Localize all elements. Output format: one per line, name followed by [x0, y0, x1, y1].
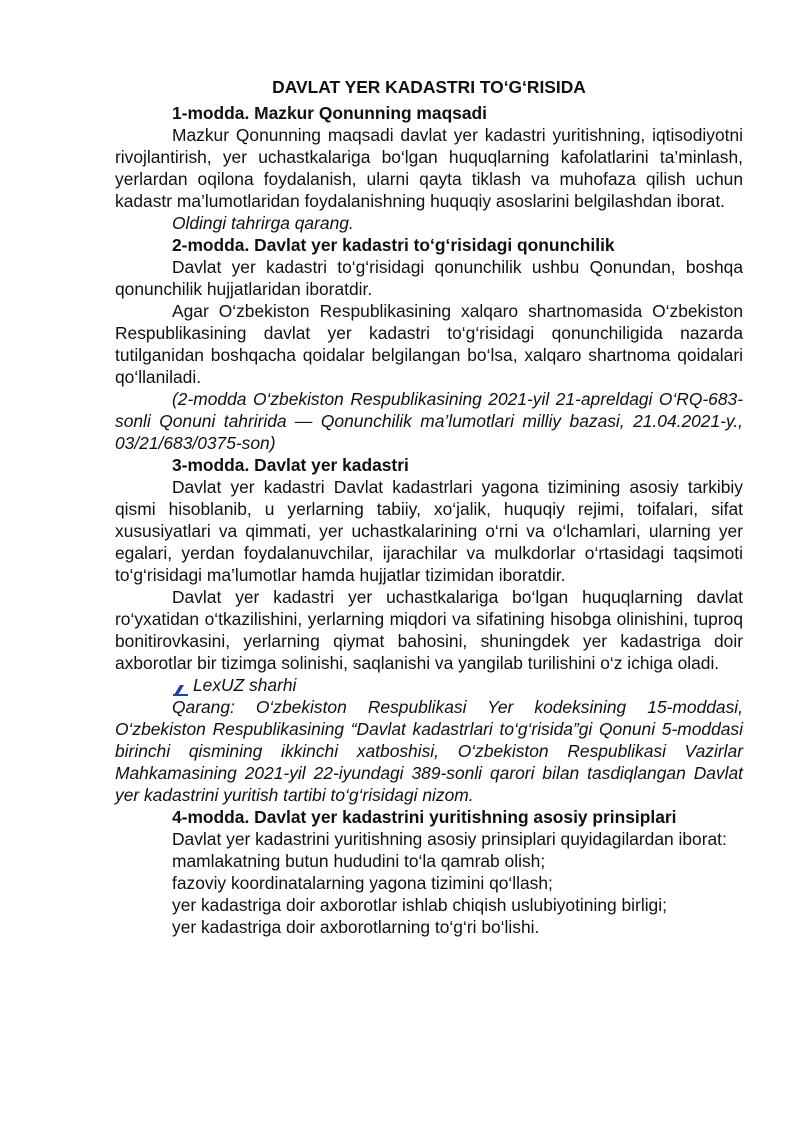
article-3-heading: 3-modda. Davlat yer kadastri [172, 455, 409, 475]
lexuz-commentary-text[interactable]: Qarang: O‘zbekiston Respublikasi Yer kodeksining 15-moddasi, O‘zbekiston Respublikasining “Davlat kadastrlari to‘g‘risida”gi Qonuni 5-moddasi birinchi qismining ikkinchi xatboshisi, O‘zbekiston Respublikasi Vazirlar Mahkamasining 2021-yil 22-iyundagi 389-sonli qarori bilan tasdiqlangan Davlat yer kadastrini yuritish tartibi to‘g‘risidagi nizom. [115, 697, 743, 805]
article-2-heading: 2-modda. Davlat yer kadastri to‘g‘risidagi qonunchilik [172, 235, 615, 255]
list-item: yer kadastriga doir axborotlar ishlab chiqish uslubiyotining birligi; [172, 895, 667, 915]
lexuz-commentary-header[interactable] [115, 674, 743, 696]
article-4-heading: 4-modda. Davlat yer kadastrini yuritishning asosiy prinsiplari [172, 807, 677, 827]
document-title: DAVLAT YER KADASTRI TO‘G‘RISIDA [272, 77, 586, 97]
list-item: mamlakatning butun hududini to‘la qamrab olish; [172, 851, 546, 871]
list-item: fazoviy koordinatalarning yagona tizimini qo‘llash; [172, 873, 553, 893]
article-2-paragraph-1: Davlat yer kadastri to‘g‘risidagi qonunchilik ushbu Qonundan, boshqa qonunchilik hujjatlaridan iboratdir. [115, 257, 743, 299]
previous-edition-link[interactable]: Oldingi tahrirga qarang. [172, 213, 354, 233]
list-item: yer kadastriga doir axborotlarning to‘g‘ri bo‘lishi. [172, 917, 540, 937]
document-page [115, 70, 743, 938]
lexuz-pen-icon [172, 679, 189, 691]
article-1-paragraph: Mazkur Qonunning maqsadi davlat yer kadastri yuritishning, iqtisodiyotni rivojlantirish, yer uchastkalariga bo‘lgan huquqlarning kafolatlarini ta’minlash, yerlardan oqilona foydalanish, ularni qayta tiklash va muhofaza qilish uchun kadastr ma’lumotlaridan foydalanishning huquqiy asoslarini belgilashdan iborat. [115, 125, 743, 211]
article-3-paragraph-2: Davlat yer kadastri yer uchastkalariga bo‘lgan huquqlarning davlat ro‘yxatidan o‘tkazilishini, yerlarning miqdori va sifatining hisobga olinishini, tuproq bonitirovkasini, yerlarning qiymat bahosini, shuningdek yer kadastriga doir axborotlar bir tizimga solinishi, saqlanishi va yangilab turilishini o‘z ichiga oladi. [115, 587, 743, 673]
article-4-paragraph: Davlat yer kadastrini yuritishning asosiy prinsiplari quyidagilardan iborat: [172, 829, 727, 849]
article-1-heading: 1-modda. Mazkur Qonunning maqsadi [172, 103, 487, 123]
article-2-amendment-note[interactable]: (2-modda O‘zbekiston Respublikasining 2021-yil 21-apreldagi O‘RQ-683-sonli Qonuni tahririda — Qonunchilik ma’lumotlari milliy bazasi, 21.04.2021-y., 03/21/683/0375-son) [115, 389, 743, 453]
lexuz-commentary-label: LexUZ sharhi [193, 675, 297, 695]
article-2-paragraph-2: Agar O‘zbekiston Respublikasining xalqaro shartnomasida O‘zbekiston Respublikasining davlat yer kadastri to‘g‘risidagi qonunchiligida nazarda tutilganidan boshqacha qoidalar belgilangan bo‘lsa, xalqaro shartnoma qoidalari qo‘llaniladi. [115, 301, 743, 387]
article-3-paragraph-1: Davlat yer kadastri Davlat kadastrlari yagona tizimining asosiy tarkibiy qismi hisoblanib, u yerlarning tabiiy, xo‘jalik, huquqiy rejimi, toifalari, sifat xususiyatlari va qimmati, yer uchastkalarining o‘rni va o‘lchamlari, ularning yer egalari, yerdan foydalanuvchilar, ijarachilar va mulkdorlar o‘rtasidagi taqsimoti to‘g‘risidagi ma’lumotlar hamda hujjatlar tizimidan iboratdir. [115, 477, 743, 585]
